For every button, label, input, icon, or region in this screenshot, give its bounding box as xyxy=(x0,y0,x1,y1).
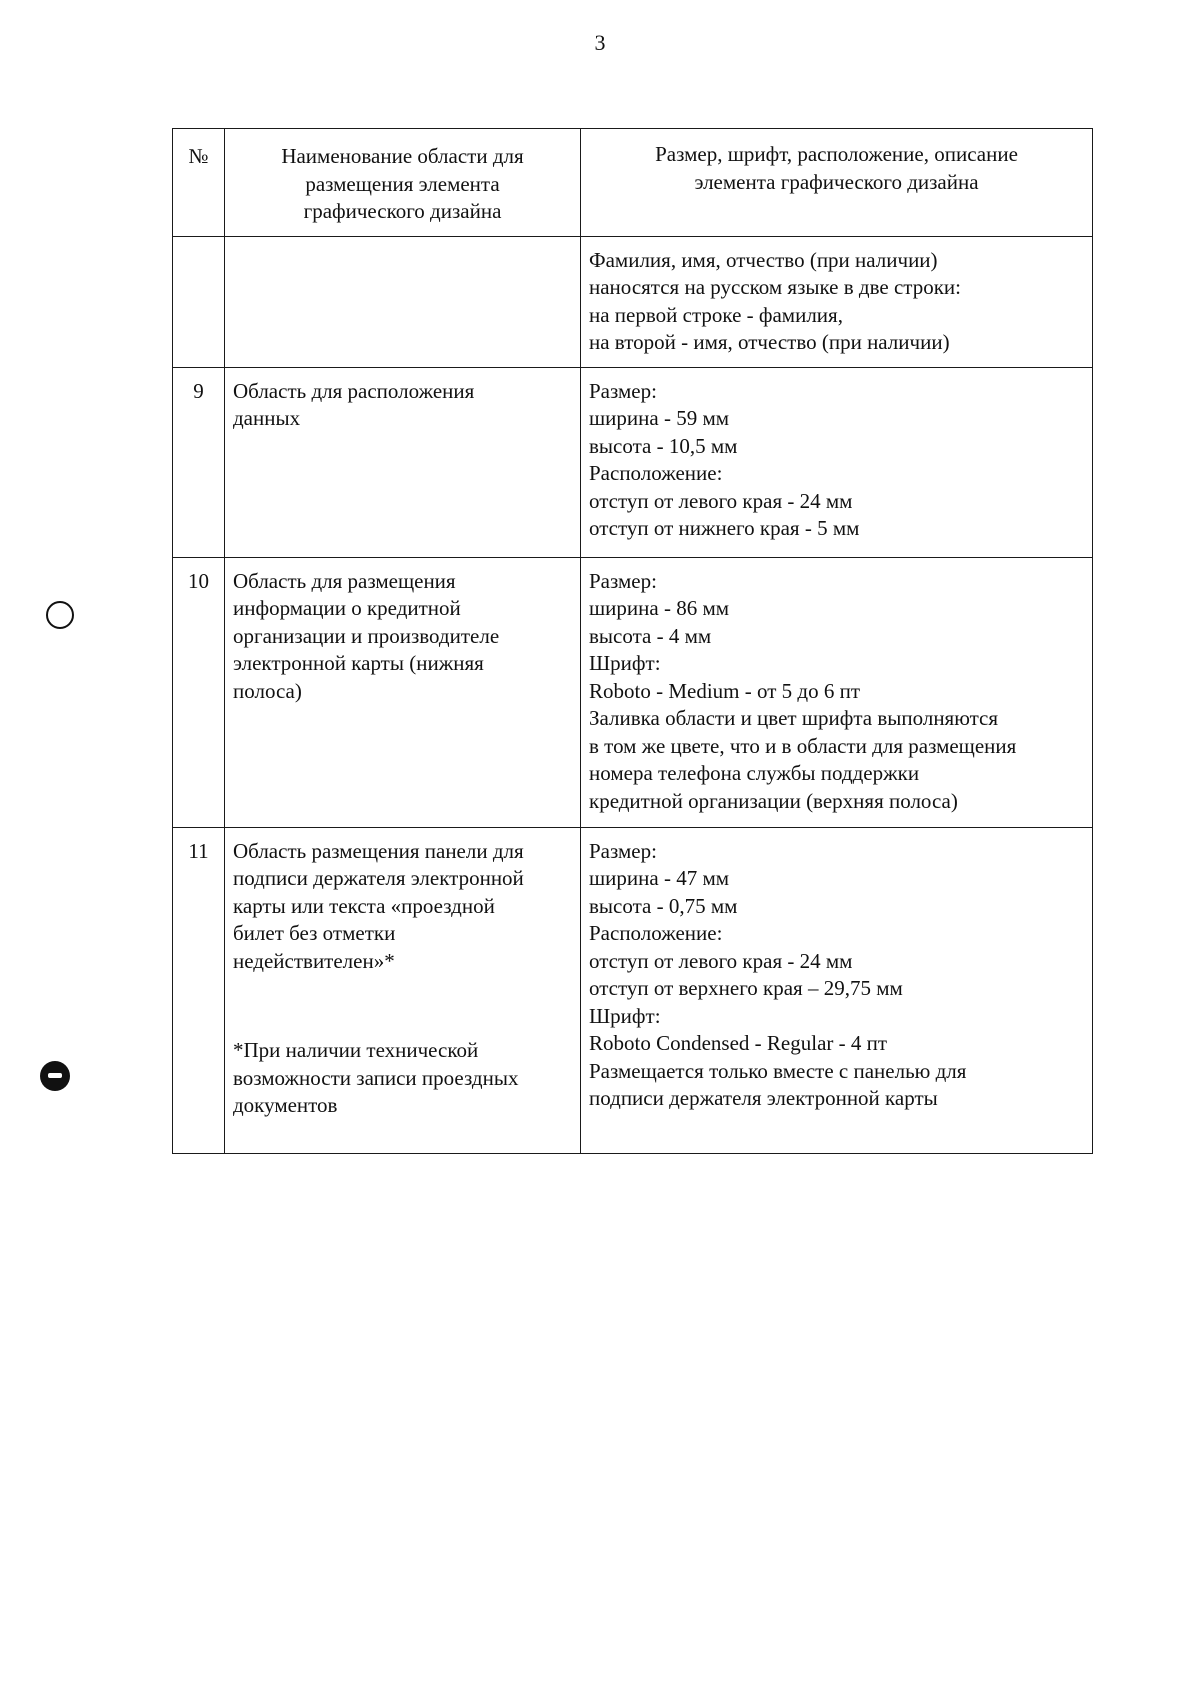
header-area-line: Наименование области для xyxy=(281,144,524,168)
desc-line: высота - 10,5 мм xyxy=(589,433,738,458)
header-area-line: размещения элемента xyxy=(305,171,500,196)
desc-line: кредитной организации (верхняя полоса) xyxy=(589,788,958,813)
row-description xyxy=(581,827,1093,1153)
desc-line: подписи держателя электронной карты xyxy=(589,1086,938,1110)
row-area-name xyxy=(225,236,581,367)
row-number: 9 xyxy=(173,367,225,557)
area-line: информации о кредитной xyxy=(233,596,461,620)
design-elements-table xyxy=(172,128,1093,1154)
desc-line: наносятся на русском языке в две строки: xyxy=(589,275,961,299)
desc-line: Фамилия, имя, отчество (при наличии) xyxy=(589,247,938,272)
desc-line: ширина - 86 мм xyxy=(589,596,730,620)
table-row xyxy=(173,557,1093,827)
table-row xyxy=(173,827,1093,1153)
desc-line: Размер: xyxy=(589,838,657,863)
footnote-line: документов xyxy=(233,1093,338,1117)
desc-line: Roboto - Medium - от 5 до 6 пт xyxy=(589,678,860,703)
area-line: полоса) xyxy=(233,678,302,703)
desc-line: отступ от левого края - 24 мм xyxy=(589,488,853,513)
row-number: 11 xyxy=(173,827,225,1153)
area-line: недействителен»* xyxy=(233,948,395,973)
area-line: организации и производителе xyxy=(233,623,500,648)
table-row xyxy=(173,236,1093,367)
table-row xyxy=(173,367,1093,557)
header-desc-line: элемента графического дизайна xyxy=(694,169,979,194)
area-line: Область для расположения xyxy=(233,378,475,403)
row-description xyxy=(581,236,1093,367)
desc-line: Расположение: xyxy=(589,461,723,485)
desc-line: ширина - 59 мм xyxy=(589,406,730,430)
area-line: карты или текста «проездной xyxy=(233,893,495,918)
desc-line: Шрифт: xyxy=(589,651,661,675)
header-area-line: графического дизайна xyxy=(303,199,502,223)
desc-line: ширина - 47 мм xyxy=(589,866,730,890)
header-area-name xyxy=(225,129,581,237)
header-number: № xyxy=(173,129,225,237)
desc-line: высота - 0,75 мм xyxy=(589,893,738,918)
table-header-row xyxy=(173,129,1093,237)
desc-line: отступ от левого края - 24 мм xyxy=(589,948,853,973)
desc-line: на второй - имя, отчество (при наличии) xyxy=(589,330,950,354)
page-number: 3 xyxy=(594,30,606,55)
footnote-line: *При наличии технической xyxy=(233,1038,479,1062)
area-line: данных xyxy=(233,406,301,430)
area-line: электронной карты (нижняя xyxy=(233,651,484,675)
area-line: Область для размещения xyxy=(233,568,456,593)
desc-line: на первой строке - фамилия, xyxy=(589,302,843,327)
header-desc-line: Размер, шрифт, расположение, описание xyxy=(655,142,1018,166)
row-area-name xyxy=(225,367,581,557)
area-line: Область размещения панели для xyxy=(233,838,524,863)
desc-line: отступ от нижнего края - 5 мм xyxy=(589,516,860,540)
desc-line: высота - 4 мм xyxy=(589,623,712,648)
desc-line: Шрифт: xyxy=(589,1003,661,1028)
punch-hole-mark-filled xyxy=(40,1061,70,1091)
desc-line: Roboto Condensed - Regular - 4 пт xyxy=(589,1031,888,1055)
desc-line: Размещается только вместе с панелью для xyxy=(589,1058,967,1083)
row-number: 10 xyxy=(173,557,225,827)
desc-line: Расположение: xyxy=(589,921,723,945)
area-line: подписи держателя электронной xyxy=(233,866,524,890)
row-area-name xyxy=(225,557,581,827)
desc-line: Размер: xyxy=(589,568,657,593)
punch-hole-mark xyxy=(46,601,74,629)
row-description xyxy=(581,367,1093,557)
desc-line: номера телефона службы поддержки xyxy=(589,761,920,785)
area-line: билет без отметки xyxy=(233,921,396,945)
header-description xyxy=(581,129,1093,237)
desc-line: отступ от верхнего края – 29,75 мм xyxy=(589,976,903,1000)
desc-line: Размер: xyxy=(589,378,657,403)
footnote-line: возможности записи проездных xyxy=(233,1065,519,1090)
desc-line: Заливка области и цвет шрифта выполняются xyxy=(589,706,999,730)
area-footnote xyxy=(233,1037,572,1120)
row-description xyxy=(581,557,1093,827)
row-area-name xyxy=(225,827,581,1153)
row-number xyxy=(173,236,225,367)
desc-line: в том же цвете, что и в области для размещения xyxy=(589,733,1017,758)
